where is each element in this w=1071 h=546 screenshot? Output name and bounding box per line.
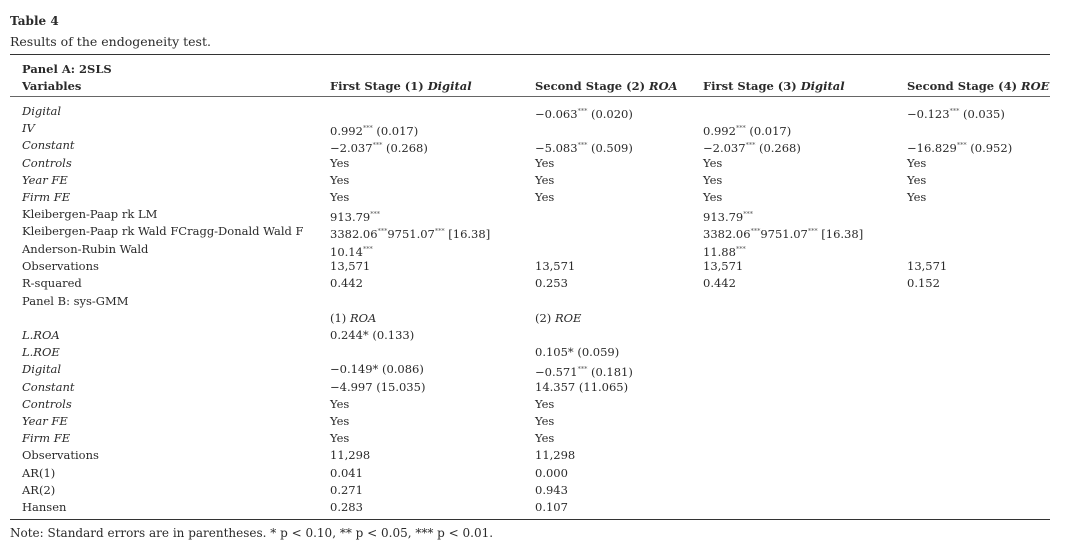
table-row [0, 103, 1071, 120]
panel-b-label: Panel B: sys-GMM [22, 294, 129, 308]
col2-header-prefix: Second Stage (2) [535, 79, 650, 93]
header-rule [10, 96, 1050, 97]
table-cell: 0.442 [330, 276, 363, 290]
col1-header [330, 79, 472, 93]
cell-rest: (0.268) [382, 141, 428, 156]
significance-stars: *** [735, 124, 746, 133]
coefficient-value: −5.083 [535, 141, 578, 156]
table-cell: 0.244* (0.133) [330, 328, 415, 342]
table-row [0, 223, 1071, 240]
significance-stars: *** [743, 210, 753, 219]
table-cell: 11,298 [330, 448, 371, 463]
cell-rest: (0.509) [587, 141, 633, 156]
significance-stars: *** [370, 210, 380, 219]
col2-header-var: ROA [649, 79, 678, 93]
significance-stars: *** [577, 365, 588, 374]
table-cell: Yes [535, 172, 555, 187]
table-cell: Yes [535, 414, 555, 428]
table-label: Table 4 [10, 14, 59, 28]
coefficient-value: −0.571 [535, 365, 578, 380]
table-caption: Results of the endogeneity test. [10, 34, 211, 49]
coefficient-value: −16.829 [907, 141, 957, 156]
row-label: AR(1) [22, 465, 56, 480]
coefficient-value: 3382.06 [703, 227, 751, 242]
table-cell: Yes [330, 190, 350, 204]
row-label: Anderson-Rubin Wald [22, 241, 149, 256]
table-cell: 0.107 [535, 500, 568, 514]
table-row [0, 206, 1071, 223]
row-label: L.ROE [22, 345, 60, 360]
table-cell: Yes [703, 190, 723, 204]
coefficient-value: 913.79 [703, 210, 744, 225]
table-cell: Yes [535, 155, 555, 170]
table-cell: 0.442 [703, 276, 736, 290]
table-cell: Yes [907, 190, 927, 204]
coefficient-value: 11.88 [703, 244, 736, 259]
table-cell: Yes [703, 172, 723, 187]
panel-b-col2-var: ROE [554, 311, 582, 325]
coefficient-value: −0.123 [907, 107, 950, 121]
col1-header-var: Digital [427, 79, 472, 93]
col4-header [907, 79, 1049, 93]
panel-a-label: Panel A: 2SLS [22, 62, 112, 76]
variables-header: Variables [22, 79, 82, 93]
table-cell: 0.943 [535, 482, 568, 497]
panel-b-label-row [0, 293, 1071, 310]
panel-b-col1-header [330, 310, 376, 327]
row-label: Year FE [22, 172, 68, 187]
col3-header-prefix: First Stage (3) [703, 79, 801, 93]
panel-b-col2-header [535, 310, 581, 327]
cell-rest: (0.181) [587, 365, 633, 380]
row-label: Hansen [22, 500, 67, 514]
cell-rest: 9751.07 [387, 227, 435, 242]
row-label: Controls [22, 155, 72, 170]
table-cell: Yes [907, 155, 927, 170]
cell-rest: (0.017) [372, 124, 419, 139]
significance-stars: *** [807, 227, 818, 236]
table-cell: 13,571 [907, 258, 948, 273]
cell-rest: (0.952) [966, 141, 1013, 156]
table-cell: 0.105* (0.059) [535, 345, 620, 360]
row-label: Kleibergen-Paap rk Wald FCragg-Donald Wald F [22, 224, 304, 239]
table-cell: −4.997 (15.035) [330, 379, 426, 394]
table-row [0, 465, 1071, 482]
table-row [0, 120, 1071, 137]
top-rule [10, 54, 1050, 55]
table-row [0, 379, 1071, 396]
row-label: Year FE [22, 414, 68, 428]
table-cell: Yes [535, 396, 555, 411]
table-cell: Yes [330, 414, 350, 428]
coefficient-value: 10.14 [330, 244, 363, 259]
row-label: Digital [22, 362, 62, 377]
significance-stars: *** [362, 244, 373, 253]
cell-rest: (0.268) [755, 141, 801, 156]
col3-header-var: Digital [800, 79, 845, 93]
col2-header [535, 79, 678, 93]
cell-rest: [16.38] [444, 227, 491, 242]
significance-stars: *** [750, 227, 761, 236]
panel-b-col1-var: ROA [349, 311, 377, 325]
table-cell: 14.357 (11.065) [535, 379, 629, 394]
table-cell: Yes [535, 431, 555, 446]
table-row [0, 361, 1071, 378]
col1-header-prefix: First Stage (1) [330, 79, 428, 93]
coefficient-value: −2.037 [330, 141, 373, 156]
table-cell: Yes [907, 172, 927, 187]
row-label: Firm FE [22, 431, 71, 446]
row-label: Kleibergen-Paap rk LM [22, 207, 158, 222]
table-row [0, 430, 1071, 447]
table-row [0, 189, 1071, 206]
table-row [0, 172, 1071, 189]
row-label: Digital [22, 104, 62, 118]
table-cell: −0.149* (0.086) [330, 362, 424, 377]
row-label: Constant [22, 138, 75, 153]
table-row [0, 327, 1071, 344]
coefficient-value: −0.063 [535, 107, 578, 121]
row-label: IV [22, 121, 35, 136]
cell-rest: 9751.07 [760, 227, 808, 242]
significance-stars: *** [377, 227, 388, 236]
row-label: Observations [22, 448, 99, 463]
cell-rest: [16.38] [817, 227, 864, 242]
table-cell: Yes [330, 396, 350, 411]
table-cell: 0.283 [330, 500, 363, 514]
row-label: L.ROA [22, 328, 60, 342]
table-cell: 11,298 [535, 448, 576, 463]
table-row [0, 413, 1071, 430]
table-cell: 13,571 [703, 258, 744, 273]
coefficient-value: −2.037 [703, 141, 746, 156]
significance-stars: *** [577, 141, 588, 150]
table-cell: Yes [703, 155, 723, 170]
table-row [0, 241, 1071, 258]
significance-stars: *** [577, 107, 588, 115]
significance-stars: *** [745, 141, 756, 150]
table-row [0, 447, 1071, 464]
significance-stars: *** [362, 124, 373, 133]
table-row [0, 258, 1071, 275]
col4-header-var: ROE [1021, 79, 1050, 93]
table-cell: Yes [330, 155, 350, 170]
table-cell: 13,571 [330, 258, 371, 273]
col3-header [703, 79, 845, 93]
coefficient-value: 0.992 [330, 124, 363, 139]
table-cell: 0.000 [535, 465, 568, 480]
table-row [0, 344, 1071, 361]
row-label: Firm FE [22, 190, 71, 204]
table-cell: 0.253 [535, 276, 568, 290]
table-row [0, 396, 1071, 413]
table-row [0, 482, 1071, 499]
coefficient-value: 913.79 [330, 210, 371, 225]
panel-b-col2-prefix: (2) [535, 311, 555, 325]
table-cell: 0.271 [330, 482, 363, 497]
table-row [0, 137, 1071, 154]
col4-header-prefix: Second Stage (4) [907, 79, 1022, 93]
table-cell: Yes [330, 172, 350, 187]
table-cell: Yes [330, 431, 350, 446]
table-cell: 0.152 [907, 276, 940, 290]
table-note: Note: Standard errors are in parentheses. * p < 0.10, ** p < 0.05, *** p < 0.01. [10, 526, 494, 540]
cell-rest: (0.035) [959, 107, 1005, 121]
cell-rest: (0.017) [745, 124, 792, 139]
table-row [0, 155, 1071, 172]
table-cell: Yes [535, 190, 555, 204]
coefficient-value: 3382.06 [330, 227, 378, 242]
row-label: AR(2) [22, 482, 56, 497]
significance-stars: *** [372, 141, 383, 150]
significance-stars: *** [956, 141, 967, 150]
significance-stars: *** [434, 227, 445, 236]
panel-b-col1-prefix: (1) [330, 311, 350, 325]
table-cell: 0.041 [330, 465, 363, 480]
row-label: Observations [22, 258, 99, 273]
row-label: Controls [22, 396, 72, 411]
table-row [0, 499, 1071, 516]
significance-stars: *** [735, 244, 746, 253]
coefficient-value: 0.992 [703, 124, 736, 139]
table-row [0, 275, 1071, 292]
bottom-rule [10, 519, 1050, 520]
panel-b-header-row [0, 310, 1071, 327]
significance-stars: *** [949, 107, 960, 115]
row-label: Constant [22, 379, 75, 394]
table-cell: 13,571 [535, 258, 576, 273]
row-label: R-squared [22, 276, 82, 290]
cell-rest: (0.020) [587, 107, 633, 121]
